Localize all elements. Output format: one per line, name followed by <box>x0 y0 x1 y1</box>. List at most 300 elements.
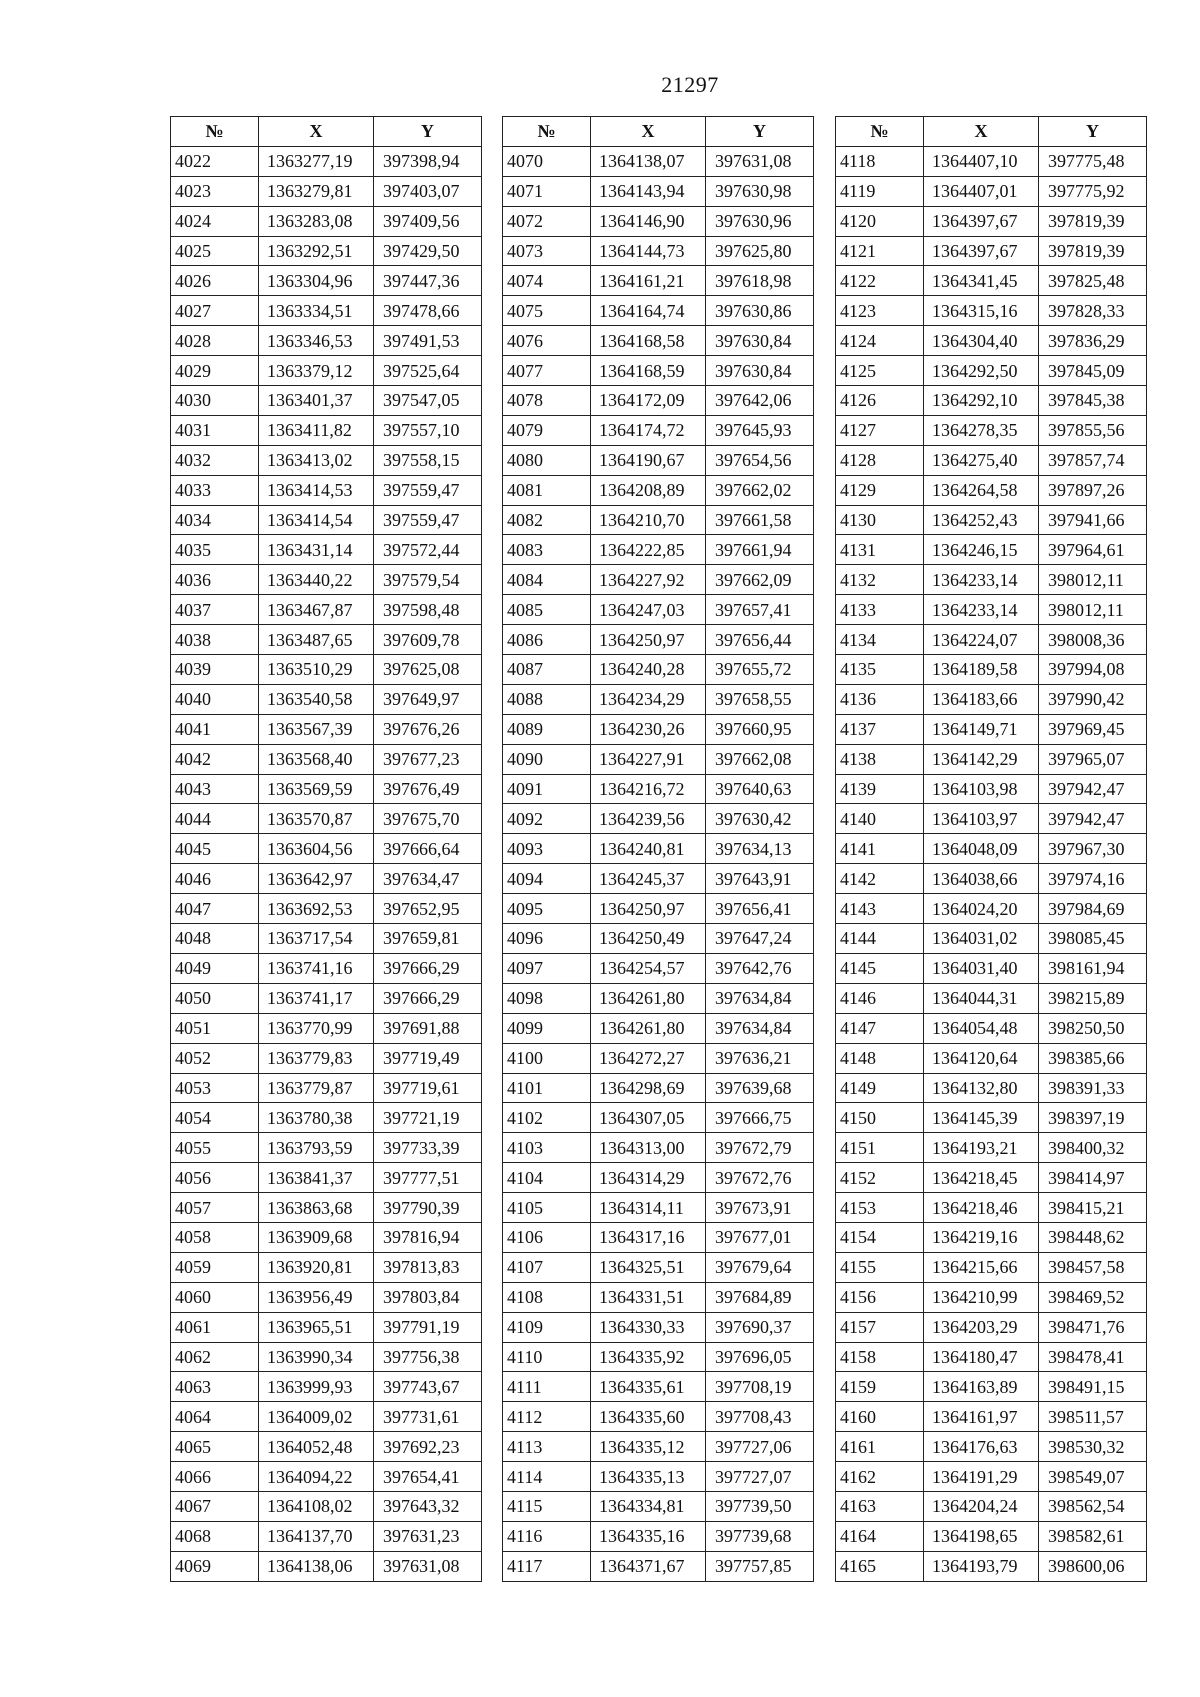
point-number-cell: 4022 <box>171 146 259 176</box>
point-number-cell: 4109 <box>503 1312 591 1342</box>
x-coordinate-cell: 1363779,87 <box>259 1073 374 1103</box>
table-row <box>503 894 814 924</box>
y-coordinate-cell: 397733,39 <box>374 1133 482 1163</box>
x-coordinate-cell: 1364024,20 <box>924 894 1039 924</box>
y-coordinate-cell: 397656,41 <box>706 894 814 924</box>
y-coordinate-cell: 397984,69 <box>1039 894 1147 924</box>
x-coordinate-cell: 1363334,51 <box>259 296 374 326</box>
point-number-cell: 4110 <box>503 1342 591 1372</box>
table-row <box>836 266 1147 296</box>
point-number-cell: 4085 <box>503 595 591 625</box>
x-coordinate-cell: 1363413,02 <box>259 445 374 475</box>
point-number-cell: 4078 <box>503 386 591 416</box>
point-number-cell: 4038 <box>171 625 259 655</box>
table-row <box>171 1372 482 1402</box>
table-row <box>836 1163 1147 1193</box>
point-number-cell: 4125 <box>836 356 924 386</box>
point-number-cell: 4033 <box>171 475 259 505</box>
y-coordinate-cell: 397708,43 <box>706 1402 814 1432</box>
table-header-row <box>503 117 814 147</box>
y-coordinate-cell: 397634,84 <box>706 983 814 1013</box>
y-coordinate-cell: 397640,63 <box>706 774 814 804</box>
point-number-cell: 4090 <box>503 744 591 774</box>
x-coordinate-cell: 1364144,73 <box>591 236 706 266</box>
x-coordinate-cell: 1364224,07 <box>924 625 1039 655</box>
y-coordinate-cell: 397757,85 <box>706 1551 814 1581</box>
x-coordinate-cell: 1363540,58 <box>259 684 374 714</box>
point-number-cell: 4143 <box>836 894 924 924</box>
point-number-cell: 4088 <box>503 684 591 714</box>
table-row <box>836 1342 1147 1372</box>
x-coordinate-cell: 1364230,26 <box>591 714 706 744</box>
point-number-cell: 4024 <box>171 206 259 236</box>
x-coordinate-cell: 1363277,19 <box>259 146 374 176</box>
table-row <box>171 804 482 834</box>
point-number-cell: 4048 <box>171 924 259 954</box>
y-coordinate-cell: 397660,95 <box>706 714 814 744</box>
table-row <box>836 953 1147 983</box>
point-number-cell: 4040 <box>171 684 259 714</box>
y-coordinate-cell: 397661,94 <box>706 535 814 565</box>
point-number-cell: 4102 <box>503 1103 591 1133</box>
y-coordinate-cell: 397429,50 <box>374 236 482 266</box>
y-coordinate-cell: 397677,01 <box>706 1222 814 1252</box>
x-coordinate-cell: 1364227,91 <box>591 744 706 774</box>
x-coordinate-cell: 1364161,97 <box>924 1402 1039 1432</box>
table-row <box>836 894 1147 924</box>
x-coordinate-cell: 1363779,83 <box>259 1043 374 1073</box>
table-row <box>503 505 814 535</box>
x-coordinate-cell: 1364168,58 <box>591 326 706 356</box>
point-number-cell: 4099 <box>503 1013 591 1043</box>
y-coordinate-cell: 397777,51 <box>374 1163 482 1193</box>
table-row <box>836 326 1147 356</box>
x-coordinate-cell: 1364183,66 <box>924 684 1039 714</box>
y-coordinate-cell: 398549,07 <box>1039 1462 1147 1492</box>
table-row <box>836 1282 1147 1312</box>
table-row <box>836 744 1147 774</box>
y-coordinate-cell: 397662,08 <box>706 744 814 774</box>
table-row <box>503 236 814 266</box>
x-coordinate-cell: 1363642,97 <box>259 864 374 894</box>
point-number-cell: 4144 <box>836 924 924 954</box>
point-number-cell: 4063 <box>171 1372 259 1402</box>
column-header-y: Y <box>706 117 814 147</box>
point-number-cell: 4095 <box>503 894 591 924</box>
table-row <box>836 1013 1147 1043</box>
point-number-cell: 4046 <box>171 864 259 894</box>
point-number-cell: 4052 <box>171 1043 259 1073</box>
x-coordinate-cell: 1363770,99 <box>259 1013 374 1043</box>
table-row <box>171 445 482 475</box>
x-coordinate-cell: 1364031,02 <box>924 924 1039 954</box>
x-coordinate-cell: 1364146,90 <box>591 206 706 236</box>
table-row <box>171 356 482 386</box>
y-coordinate-cell: 397634,84 <box>706 1013 814 1043</box>
x-coordinate-cell: 1364240,28 <box>591 655 706 685</box>
x-coordinate-cell: 1363279,81 <box>259 176 374 206</box>
y-coordinate-cell: 397630,86 <box>706 296 814 326</box>
table-row <box>836 236 1147 266</box>
y-coordinate-cell: 397819,39 <box>1039 206 1147 236</box>
point-number-cell: 4065 <box>171 1432 259 1462</box>
y-coordinate-cell: 397636,21 <box>706 1043 814 1073</box>
y-coordinate-cell: 397845,09 <box>1039 356 1147 386</box>
x-coordinate-cell: 1364307,05 <box>591 1103 706 1133</box>
table-row <box>171 953 482 983</box>
x-coordinate-cell: 1364275,40 <box>924 445 1039 475</box>
table-row <box>836 565 1147 595</box>
x-coordinate-cell: 1364314,29 <box>591 1163 706 1193</box>
y-coordinate-cell: 398457,58 <box>1039 1252 1147 1282</box>
y-coordinate-cell: 398469,52 <box>1039 1282 1147 1312</box>
table-row <box>836 505 1147 535</box>
x-coordinate-cell: 1364208,89 <box>591 475 706 505</box>
table-row <box>171 475 482 505</box>
point-number-cell: 4139 <box>836 774 924 804</box>
x-coordinate-cell: 1364261,80 <box>591 983 706 1013</box>
table-row <box>836 146 1147 176</box>
table-row <box>503 1252 814 1282</box>
y-coordinate-cell: 398471,76 <box>1039 1312 1147 1342</box>
point-number-cell: 4035 <box>171 535 259 565</box>
table-row <box>836 774 1147 804</box>
y-coordinate-cell: 397647,24 <box>706 924 814 954</box>
point-number-cell: 4089 <box>503 714 591 744</box>
point-number-cell: 4023 <box>171 176 259 206</box>
table-row <box>836 1252 1147 1282</box>
point-number-cell: 4081 <box>503 475 591 505</box>
y-coordinate-cell: 397727,06 <box>706 1432 814 1462</box>
table-row <box>836 1462 1147 1492</box>
column-header-x: X <box>591 117 706 147</box>
y-coordinate-cell: 397645,93 <box>706 415 814 445</box>
y-coordinate-cell: 397964,61 <box>1039 535 1147 565</box>
point-number-cell: 4094 <box>503 864 591 894</box>
table-row <box>503 1133 814 1163</box>
table-row <box>171 625 482 655</box>
y-coordinate-cell: 398448,62 <box>1039 1222 1147 1252</box>
point-number-cell: 4120 <box>836 206 924 236</box>
point-number-cell: 4050 <box>171 983 259 1013</box>
point-number-cell: 4118 <box>836 146 924 176</box>
y-coordinate-cell: 397447,36 <box>374 266 482 296</box>
table-row <box>503 146 814 176</box>
y-coordinate-cell: 398397,19 <box>1039 1103 1147 1133</box>
y-coordinate-cell: 398511,57 <box>1039 1402 1147 1432</box>
x-coordinate-cell: 1364239,56 <box>591 804 706 834</box>
y-coordinate-cell: 397684,89 <box>706 1282 814 1312</box>
table-row <box>503 296 814 326</box>
y-coordinate-cell: 397634,47 <box>374 864 482 894</box>
y-coordinate-cell: 398215,89 <box>1039 983 1147 1013</box>
y-coordinate-cell: 397676,49 <box>374 774 482 804</box>
y-coordinate-cell: 397677,23 <box>374 744 482 774</box>
x-coordinate-cell: 1363431,14 <box>259 535 374 565</box>
y-coordinate-cell: 397662,02 <box>706 475 814 505</box>
table-row <box>171 1073 482 1103</box>
table-row <box>836 475 1147 505</box>
table-row <box>503 864 814 894</box>
y-coordinate-cell: 398400,32 <box>1039 1133 1147 1163</box>
point-number-cell: 4058 <box>171 1222 259 1252</box>
y-coordinate-cell: 397618,98 <box>706 266 814 296</box>
column-header-x: X <box>259 117 374 147</box>
x-coordinate-cell: 1363414,54 <box>259 505 374 535</box>
x-coordinate-cell: 1363570,87 <box>259 804 374 834</box>
x-coordinate-cell: 1363717,54 <box>259 924 374 954</box>
table-row <box>503 1073 814 1103</box>
table-row <box>836 176 1147 206</box>
point-number-cell: 4087 <box>503 655 591 685</box>
point-number-cell: 4115 <box>503 1491 591 1521</box>
y-coordinate-cell: 397657,41 <box>706 595 814 625</box>
x-coordinate-cell: 1364250,97 <box>591 625 706 655</box>
point-number-cell: 4111 <box>503 1372 591 1402</box>
point-number-cell: 4100 <box>503 1043 591 1073</box>
point-number-cell: 4044 <box>171 804 259 834</box>
point-number-cell: 4042 <box>171 744 259 774</box>
table-row <box>836 655 1147 685</box>
y-coordinate-cell: 398415,21 <box>1039 1193 1147 1223</box>
x-coordinate-cell: 1364108,02 <box>259 1491 374 1521</box>
y-coordinate-cell: 397994,08 <box>1039 655 1147 685</box>
table-row <box>171 1043 482 1073</box>
point-number-cell: 4067 <box>171 1491 259 1521</box>
point-number-cell: 4121 <box>836 236 924 266</box>
table-row <box>171 326 482 356</box>
y-coordinate-cell: 397897,26 <box>1039 475 1147 505</box>
x-coordinate-cell: 1364371,67 <box>591 1551 706 1581</box>
x-coordinate-cell: 1364317,16 <box>591 1222 706 1252</box>
x-coordinate-cell: 1364292,10 <box>924 386 1039 416</box>
table-row <box>171 386 482 416</box>
table-row <box>171 834 482 864</box>
y-coordinate-cell: 397525,64 <box>374 356 482 386</box>
table-row <box>171 924 482 954</box>
x-coordinate-cell: 1363283,08 <box>259 206 374 236</box>
table-row <box>171 1402 482 1432</box>
x-coordinate-cell: 1364315,16 <box>924 296 1039 326</box>
point-number-cell: 4043 <box>171 774 259 804</box>
x-coordinate-cell: 1364278,35 <box>924 415 1039 445</box>
y-coordinate-cell: 397559,47 <box>374 505 482 535</box>
y-coordinate-cell: 397941,66 <box>1039 505 1147 535</box>
y-coordinate-cell: 397661,58 <box>706 505 814 535</box>
y-coordinate-cell: 398478,41 <box>1039 1342 1147 1372</box>
x-coordinate-cell: 1363741,17 <box>259 983 374 1013</box>
x-coordinate-cell: 1364215,66 <box>924 1252 1039 1282</box>
x-coordinate-cell: 1364264,58 <box>924 475 1039 505</box>
x-coordinate-cell: 1364222,85 <box>591 535 706 565</box>
y-coordinate-cell: 397662,09 <box>706 565 814 595</box>
x-coordinate-cell: 1364313,00 <box>591 1133 706 1163</box>
table-row <box>503 206 814 236</box>
point-number-cell: 4132 <box>836 565 924 595</box>
point-number-cell: 4146 <box>836 983 924 1013</box>
table-row <box>836 804 1147 834</box>
table-header-row <box>171 117 482 147</box>
y-coordinate-cell: 397656,44 <box>706 625 814 655</box>
y-coordinate-cell: 397625,08 <box>374 655 482 685</box>
table-row <box>171 1103 482 1133</box>
table-row <box>503 625 814 655</box>
y-coordinate-cell: 397836,29 <box>1039 326 1147 356</box>
point-number-cell: 4062 <box>171 1342 259 1372</box>
y-coordinate-cell: 397828,33 <box>1039 296 1147 326</box>
y-coordinate-cell: 397803,84 <box>374 1282 482 1312</box>
point-number-cell: 4054 <box>171 1103 259 1133</box>
x-coordinate-cell: 1364048,09 <box>924 834 1039 864</box>
y-coordinate-cell: 397990,42 <box>1039 684 1147 714</box>
point-number-cell: 4157 <box>836 1312 924 1342</box>
point-number-cell: 4060 <box>171 1282 259 1312</box>
point-number-cell: 4079 <box>503 415 591 445</box>
y-coordinate-cell: 397666,64 <box>374 834 482 864</box>
y-coordinate-cell: 397639,68 <box>706 1073 814 1103</box>
y-coordinate-cell: 397630,96 <box>706 206 814 236</box>
y-coordinate-cell: 398562,54 <box>1039 1491 1147 1521</box>
point-number-cell: 4070 <box>503 146 591 176</box>
x-coordinate-cell: 1364054,48 <box>924 1013 1039 1043</box>
y-coordinate-cell: 397721,19 <box>374 1103 482 1133</box>
y-coordinate-cell: 397666,29 <box>374 983 482 1013</box>
point-number-cell: 4105 <box>503 1193 591 1223</box>
y-coordinate-cell: 397572,44 <box>374 535 482 565</box>
x-coordinate-cell: 1364252,43 <box>924 505 1039 535</box>
y-coordinate-cell: 397719,49 <box>374 1043 482 1073</box>
x-coordinate-cell: 1364335,12 <box>591 1432 706 1462</box>
x-coordinate-cell: 1364233,14 <box>924 595 1039 625</box>
y-coordinate-cell: 397652,95 <box>374 894 482 924</box>
y-coordinate-cell: 397731,61 <box>374 1402 482 1432</box>
point-number-cell: 4034 <box>171 505 259 535</box>
x-coordinate-cell: 1364314,11 <box>591 1193 706 1223</box>
y-coordinate-cell: 397692,23 <box>374 1432 482 1462</box>
x-coordinate-cell: 1364143,94 <box>591 176 706 206</box>
table-row <box>171 1252 482 1282</box>
y-coordinate-cell: 397630,98 <box>706 176 814 206</box>
y-coordinate-cell: 398012,11 <box>1039 565 1147 595</box>
point-number-cell: 4041 <box>171 714 259 744</box>
x-coordinate-cell: 1363741,16 <box>259 953 374 983</box>
x-coordinate-cell: 1364044,31 <box>924 983 1039 1013</box>
y-coordinate-cell: 398414,97 <box>1039 1163 1147 1193</box>
table-row <box>836 1222 1147 1252</box>
y-coordinate-cell: 397696,05 <box>706 1342 814 1372</box>
x-coordinate-cell: 1364120,64 <box>924 1043 1039 1073</box>
table-row <box>171 595 482 625</box>
table-row <box>171 684 482 714</box>
point-number-cell: 4124 <box>836 326 924 356</box>
x-coordinate-cell: 1363414,53 <box>259 475 374 505</box>
x-coordinate-cell: 1363990,34 <box>259 1342 374 1372</box>
x-coordinate-cell: 1363920,81 <box>259 1252 374 1282</box>
point-number-cell: 4114 <box>503 1462 591 1492</box>
y-coordinate-cell: 397609,78 <box>374 625 482 655</box>
point-number-cell: 4039 <box>171 655 259 685</box>
table-row <box>171 655 482 685</box>
point-number-cell: 4051 <box>171 1013 259 1043</box>
point-number-cell: 4086 <box>503 625 591 655</box>
table-row <box>836 415 1147 445</box>
x-coordinate-cell: 1364193,79 <box>924 1551 1039 1581</box>
y-coordinate-cell: 397857,74 <box>1039 445 1147 475</box>
point-number-cell: 4036 <box>171 565 259 595</box>
y-coordinate-cell: 397719,61 <box>374 1073 482 1103</box>
x-coordinate-cell: 1364227,92 <box>591 565 706 595</box>
x-coordinate-cell: 1363793,59 <box>259 1133 374 1163</box>
point-number-cell: 4141 <box>836 834 924 864</box>
point-number-cell: 4142 <box>836 864 924 894</box>
x-coordinate-cell: 1364397,67 <box>924 206 1039 236</box>
y-coordinate-cell: 397643,91 <box>706 864 814 894</box>
point-number-cell: 4083 <box>503 535 591 565</box>
x-coordinate-cell: 1363999,93 <box>259 1372 374 1402</box>
point-number-cell: 4076 <box>503 326 591 356</box>
point-number-cell: 4133 <box>836 595 924 625</box>
y-coordinate-cell: 397969,45 <box>1039 714 1147 744</box>
point-number-cell: 4150 <box>836 1103 924 1133</box>
point-number-cell: 4027 <box>171 296 259 326</box>
table-row <box>836 1133 1147 1163</box>
x-coordinate-cell: 1364138,07 <box>591 146 706 176</box>
point-number-cell: 4140 <box>836 804 924 834</box>
point-number-cell: 4059 <box>171 1252 259 1282</box>
table-row <box>503 1402 814 1432</box>
x-coordinate-cell: 1363487,65 <box>259 625 374 655</box>
point-number-cell: 4029 <box>171 356 259 386</box>
point-number-cell: 4126 <box>836 386 924 416</box>
table-row <box>836 1432 1147 1462</box>
table-row <box>503 1103 814 1133</box>
x-coordinate-cell: 1364234,29 <box>591 684 706 714</box>
x-coordinate-cell: 1364218,45 <box>924 1163 1039 1193</box>
point-number-cell: 4071 <box>503 176 591 206</box>
y-coordinate-cell: 398582,61 <box>1039 1521 1147 1551</box>
point-number-cell: 4159 <box>836 1372 924 1402</box>
y-coordinate-cell: 397630,84 <box>706 326 814 356</box>
table-row <box>171 505 482 535</box>
y-coordinate-cell: 397690,37 <box>706 1312 814 1342</box>
y-coordinate-cell: 397942,47 <box>1039 774 1147 804</box>
point-number-cell: 4066 <box>171 1462 259 1492</box>
y-coordinate-cell: 397739,68 <box>706 1521 814 1551</box>
y-coordinate-cell: 398491,15 <box>1039 1372 1147 1402</box>
y-coordinate-cell: 397642,06 <box>706 386 814 416</box>
y-coordinate-cell: 397813,83 <box>374 1252 482 1282</box>
column-header-number: № <box>171 117 259 147</box>
table-row <box>503 744 814 774</box>
x-coordinate-cell: 1364247,03 <box>591 595 706 625</box>
x-coordinate-cell: 1363965,51 <box>259 1312 374 1342</box>
table-row <box>836 1372 1147 1402</box>
y-coordinate-cell: 397679,64 <box>706 1252 814 1282</box>
y-coordinate-cell: 397756,38 <box>374 1342 482 1372</box>
x-coordinate-cell: 1364031,40 <box>924 953 1039 983</box>
point-number-cell: 4082 <box>503 505 591 535</box>
x-coordinate-cell: 1364331,51 <box>591 1282 706 1312</box>
x-coordinate-cell: 1363780,38 <box>259 1103 374 1133</box>
table-row <box>836 595 1147 625</box>
table-row <box>836 714 1147 744</box>
y-coordinate-cell: 397658,55 <box>706 684 814 714</box>
point-number-cell: 4131 <box>836 535 924 565</box>
table-row <box>171 206 482 236</box>
column-header-number: № <box>836 117 924 147</box>
y-coordinate-cell: 397691,88 <box>374 1013 482 1043</box>
x-coordinate-cell: 1364335,16 <box>591 1521 706 1551</box>
